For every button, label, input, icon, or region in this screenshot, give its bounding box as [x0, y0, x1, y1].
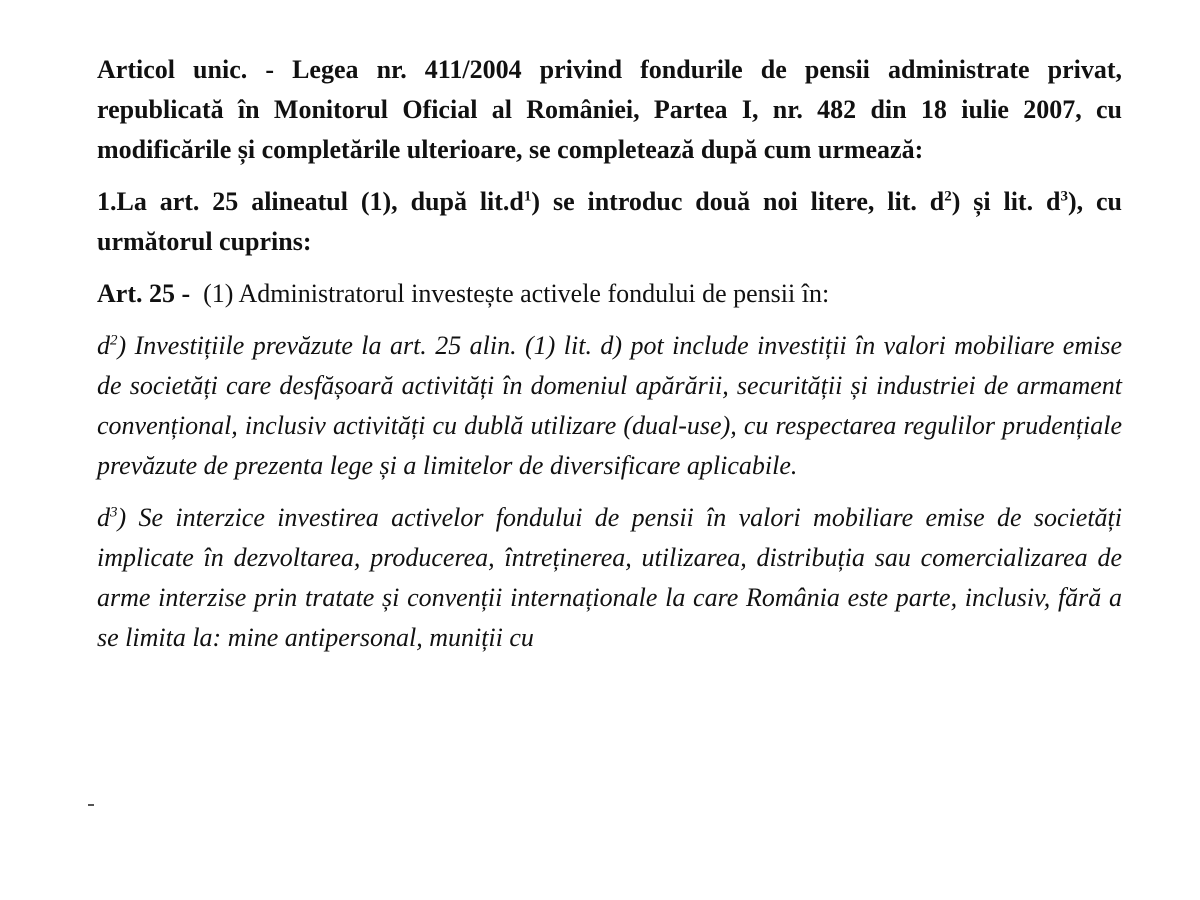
letter-d3-paragraph: [97, 498, 1122, 658]
point-1-text-b: ) se introduc două noi litere, lit. d: [531, 187, 945, 216]
stray-mark: [88, 804, 94, 806]
letter-d3-sup: 3: [110, 504, 118, 521]
article-label: Art. 25 -: [97, 279, 191, 308]
intro-paragraph: Articol unic. - Legea nr. 411/2004 privind fondurile de pensii administrate privat, republicată în Monitorul Oficial al României, Partea I, nr. 482 din 18 iulie 2007, cu modificările și completările ulterioare, se completează după cum urmează:: [97, 55, 1122, 164]
point-1-text-a: 1.La art. 25 alineatul (1), după lit.d: [97, 187, 524, 216]
point-1-sup-a: 1: [523, 188, 532, 205]
point-1-text-c: ) și lit. d: [951, 187, 1061, 216]
point-1-sup-b: 2: [944, 188, 952, 205]
letter-d2-paragraph: [97, 326, 1122, 486]
point-1-text-d: ), cu următorul cuprins:: [97, 187, 1122, 256]
letter-d2-text: ) Investițiile prevăzute la art. 25 alin. (1) lit. d) pot include investiții în valori mobiliare emise de societăți care desfășoară activități în domeniul apărării, securității și industriei de armament convențional, inclusiv activități cu dublă utilizare (dual-use), cu respectarea regulilor prudențiale prevăzute de prezenta lege și a limitelor de diversificare aplicabile.: [97, 331, 1122, 480]
point-1-paragraph: [97, 182, 1122, 262]
letter-d3-text: ) Se interzice investirea activelor fondului de pensii în valori mobiliare emise de societăți implicate în dezvoltarea, producerea, întreținerea, utilizarea, distribuția sau comercializarea de arme interzise prin tratate și convenții internaționale la care România este parte, inclusiv, fără a se limita la: mine antipersonal, muniții cu: [97, 503, 1122, 652]
article-text: (1) Administratorul investește activele fondului de pensii în:: [203, 279, 830, 308]
letter-d3-letter: d: [97, 503, 110, 532]
letter-d2-sup: 2: [110, 332, 118, 349]
letter-d2-letter: d: [97, 331, 110, 360]
point-1-sup-c: 3: [1060, 188, 1068, 205]
article-25-paragraph: [97, 274, 1122, 314]
